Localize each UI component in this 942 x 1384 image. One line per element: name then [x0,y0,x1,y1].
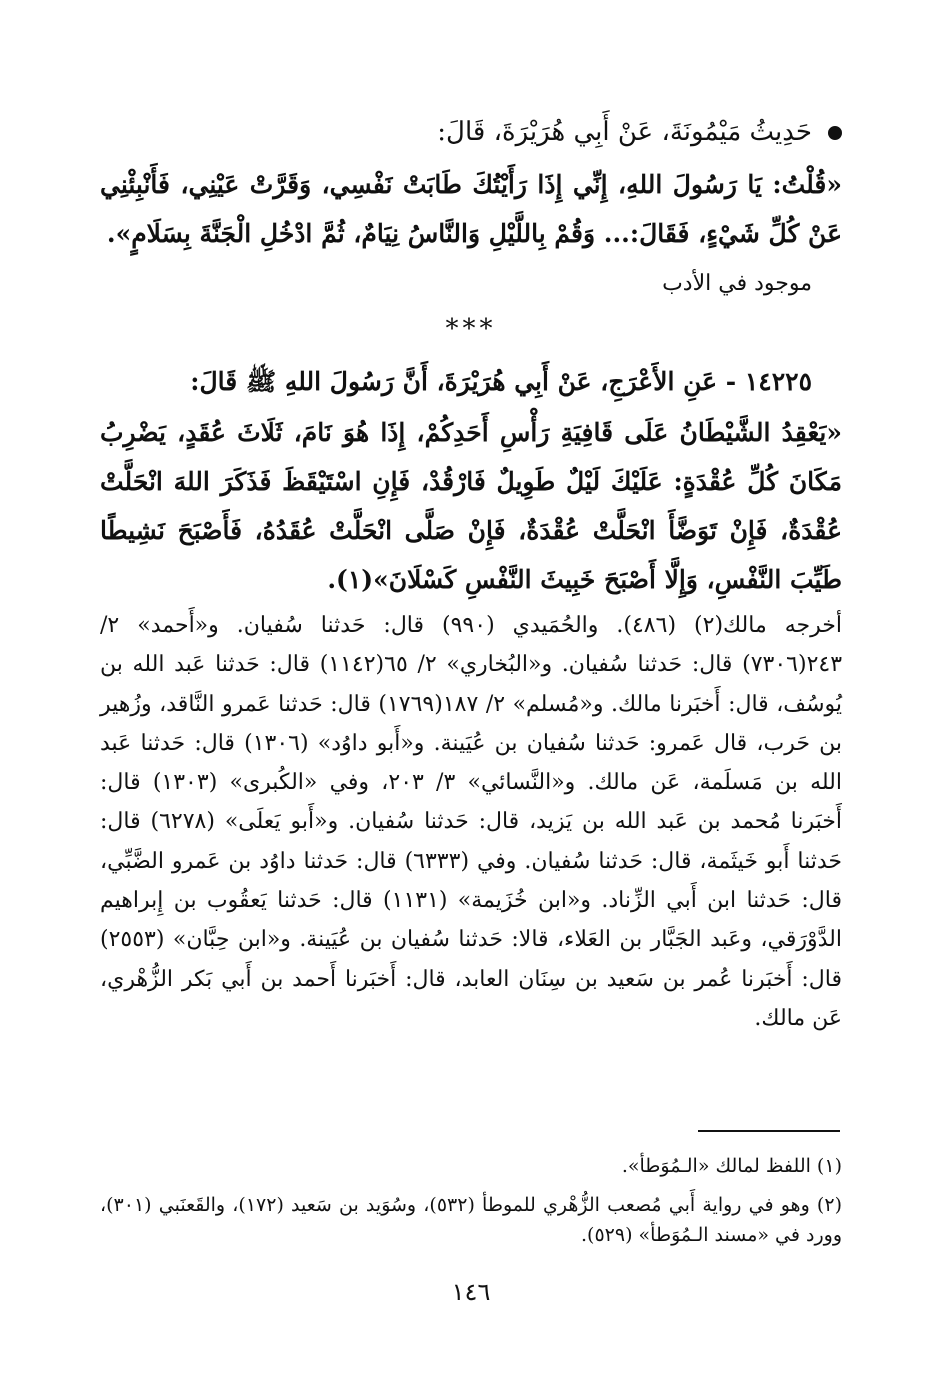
bullet-icon [828,126,842,140]
item1-note: موجود في الأدب [662,271,812,296]
page-number: ١٤٦ [451,1278,491,1306]
item1-heading [100,112,842,152]
footnote-2: (٢) وهو في رواية أَبي مُصعب الزُّهْري للموطأ (٥٣٢)، وسُوَيد بن سَعيد (١٧٢)، والقَعنَبي (٣٠١)، وورد في «مسند الـمُوَطأ» (٥٢٩). [100,1194,842,1246]
item1-hadith-text: «قُلْتُ: يَا رَسُولَ اللهِ، إِنِّي إِذَا رَأَيْتُكَ طَابَتْ نَفْسِي، وَقَرَّتْ عَيْنِي، فَأَنْبِئْنِي عَنْ كُلِّ شَيْءٍ، فَقَالَ:... وَقُمْ بِاللَّيْلِ وَالنَّاسُ نِيَامٌ، ثُمَّ ادْخُلِ الْجَنَّةَ بِسَلَامٍ». [100,170,842,248]
item2-takhrij: أخرجه مالك(٢) (٤٨٦). والحُمَيدي (٩٩٠) قال: حَدثنا سُفيان. و«أَحمد» ٢/ ٢٤٣(٧٣٠٦) قال: حَدثنا سُفيان. و«البُخاري» ٢/ ٦٥(١١٤٢) قال: حَدثنا عَبد الله بن يُوسُف، قال: أَخبَرنا مالك. و«مُسلم» ٢/ ١٨٧(١٧٦٩) قال: حَدثنا عَمرو النَّاقد، وزُهير بن حَرب، قال عَمرو: حَدثنا سُفيان بن عُيَينة. و«أَبو داوُد» (١٣٠٦) قال: حَدثنا عَبد الله بن مَسلَمة، عَن مالك. و«النَّسائي» ٣/ ٢٠٣، وفي «الكُبرى» (١٣٠٣) قال: أَخبَرنا مُحمد بن عَبد الله بن يَزيد، قال: حَدثنا سُفيان. و«أَبو يَعلَى» (٦٢٧٨) قال: حَدثنا أَبو خَيثَمة، قال: حَدثنا سُفيان. وفي (٦٣٣٣) قال: حَدثنا داوُد بن عَمرو الضَّبِّي، قال: حَدثنا ابن أَبي الزِّناد. و«ابن خُزَيمة» (١١٣١) قال: حَدثنا يَعقُوب بن إِبراهيم الدَّوْرَقي، وعَبد الجَبَّار بن العَلاء، قالا: حَدثنا سُفيان بن عُيَينة. و«ابن حِبَّان» (٢٥٥٣) قال: أَخبَرنا عُمر بن سَعيد بن سِنَان العابد، قال: أَخبَرنا أَحمد بن أَبي بَكر الزُّهْري، عَن مالك. [100,613,843,1031]
item1-heading-text: حَدِيثُ مَيْمُونَةَ، عَنْ أَبِي هُرَيْرَةَ، قَالَ: [437,117,812,147]
item2-hadith-text: «يَعْقِدُ الشَّيْطَانُ عَلَى قَافِيَةِ رَأْسِ أَحَدِكُمْ، إِذَا هُوَ نَامَ، ثَلَاثَ عُقَدٍ، يَضْرِبُ مَكَانَ كُلِّ عُقْدَةٍ: عَلَيْكَ لَيْلٌ طَوِيلٌ فَارْقُدْ، فَإِنِ اسْتَيْقَظَ فَذَكَرَ اللهَ انْحَلَّتْ عُقْدَةٌ، فَإِنْ تَوَضَّأَ انْحَلَّتْ عُقْدَةٌ، فَإِنْ صَلَّى انْحَلَّتْ عُقَدُهُ، فَأَصْبَحَ نَشِيطًا طَيِّبَ النَّفْسِ، وَإِلَّا أَصْبَحَ خَبِيثَ النَّفْسِ كَسْلَانَ»(١). [100,418,842,594]
footnote-divider [698,1130,840,1132]
section-separator: *** [445,314,497,344]
item2-heading: ١٤٢٢٥ - عَنِ الأَعْرَجِ، عَنْ أَبِي هُرَيْرَةَ، أَنَّ رَسُولَ اللهِ ﷺ قَالَ: [190,367,812,396]
footnote-1: (١) اللفظ لمالك «الـمُوَطأ». [621,1155,842,1177]
